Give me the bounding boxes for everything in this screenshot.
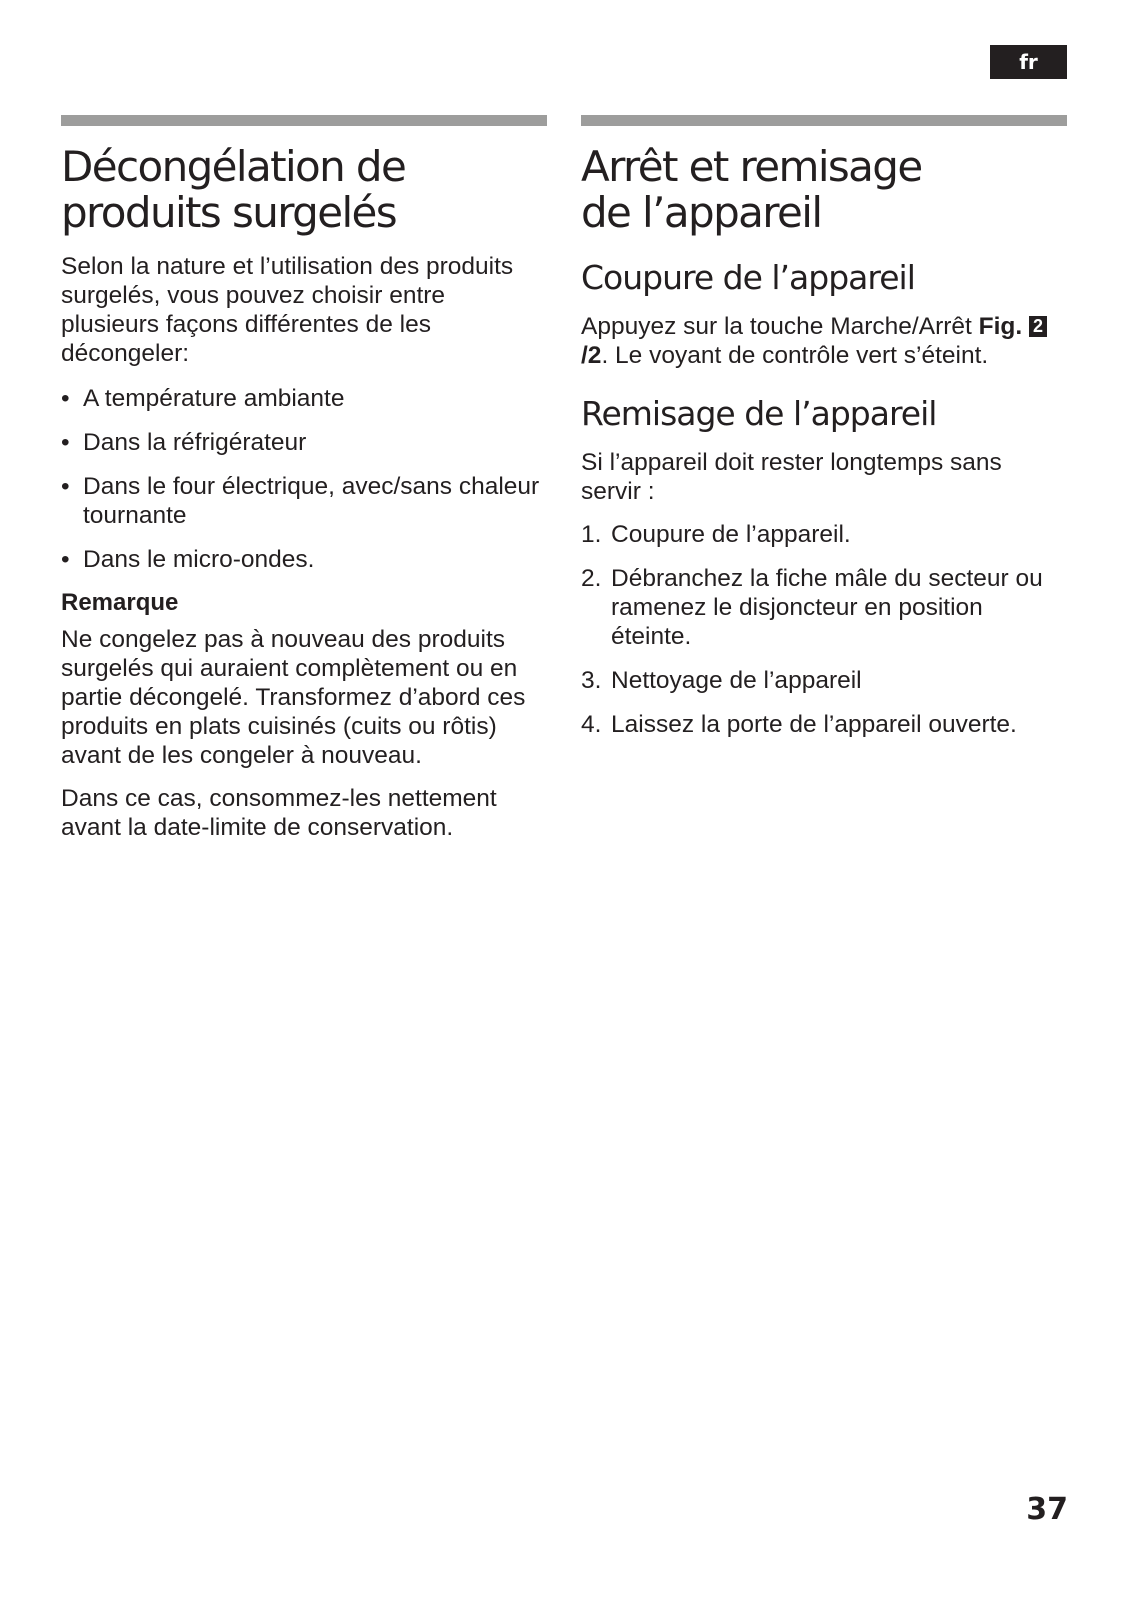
switch-off-text-before: Appuyez sur la touche Marche/Arrêt [581, 313, 979, 340]
section-rule [61, 115, 547, 126]
list-item [581, 666, 1067, 695]
list-item [581, 520, 1067, 549]
section-rule [581, 115, 1067, 126]
list-item [581, 564, 1067, 651]
thawing-section [61, 115, 547, 842]
thawing-heading-line1: Décongélation de [61, 142, 406, 191]
bullet-marker: • [61, 473, 70, 500]
list-item [61, 428, 547, 457]
fig-label: Fig. [978, 313, 1023, 340]
step-number: 4. [581, 711, 602, 738]
list-item-text: Dans le four électrique, avec/sans chaleur tournante [83, 473, 540, 529]
list-item-text: A température ambiante [83, 385, 345, 412]
shutdown-heading-line2: de l’appareil [581, 188, 822, 237]
shutdown-section [581, 115, 1067, 739]
storage-heading: Remisage de l’appareil [581, 394, 937, 433]
figure-number-box: 2 [1029, 316, 1047, 337]
list-item-text: Dans la réfrigérateur [83, 429, 307, 456]
list-item-text: Nettoyage de l’appareil [611, 667, 862, 694]
shutdown-heading [581, 144, 1067, 236]
shutdown-heading-line1: Arrêt et remisage [581, 142, 922, 191]
step-number: 3. [581, 667, 602, 694]
page-number: 37 [1026, 1492, 1068, 1527]
list-item [61, 472, 547, 530]
list-item [581, 710, 1067, 739]
list-item [61, 545, 547, 574]
thawing-heading-line2: produits surgelés [61, 188, 397, 237]
list-item-text: Débranchez la fiche mâle du secteur ou ramenez le disjoncteur en position éteinte. [611, 565, 1043, 650]
storage-steps-list [581, 520, 1067, 739]
thawing-intro: Selon la nature et l’utilisation des produits surgelés, vous pouvez choisir entre plusieurs façons différentes de les décongeler: [61, 253, 514, 367]
note-heading: Remarque [61, 589, 179, 616]
step-number: 2. [581, 565, 602, 592]
list-item-text: Coupure de l’appareil. [611, 521, 851, 548]
switch-off-paragraph [581, 312, 1067, 370]
list-item-text: Dans le micro-ondes. [83, 546, 315, 573]
thawing-heading [61, 144, 547, 236]
note-paragraph: Ne congelez pas à nouveau des produits surgelés qui auraient complètement ou en partie décongelé. Transformez d’abord ces produits en plats cuisinés (cuits ou rôtis) avant de les congeler à nouveau. [61, 626, 526, 769]
fig-item: /2 [581, 342, 602, 369]
note-paragraph: Dans ce cas, consommez-les nettement avant la date-limite de conservation. [61, 785, 497, 841]
switch-off-text-after: . Le voyant de contrôle vert s’éteint. [601, 342, 989, 369]
language-badge: fr [990, 45, 1067, 79]
storage-intro: Si l’appareil doit rester longtemps sans servir : [581, 449, 1002, 505]
thawing-methods-list [61, 384, 547, 574]
bullet-marker: • [61, 429, 70, 456]
list-item [61, 384, 547, 413]
switch-off-heading: Coupure de l’appareil [581, 258, 915, 297]
step-number: 1. [581, 521, 602, 548]
bullet-marker: • [61, 385, 70, 412]
list-item-text: Laissez la porte de l’appareil ouverte. [611, 711, 1017, 738]
bullet-marker: • [61, 546, 70, 573]
